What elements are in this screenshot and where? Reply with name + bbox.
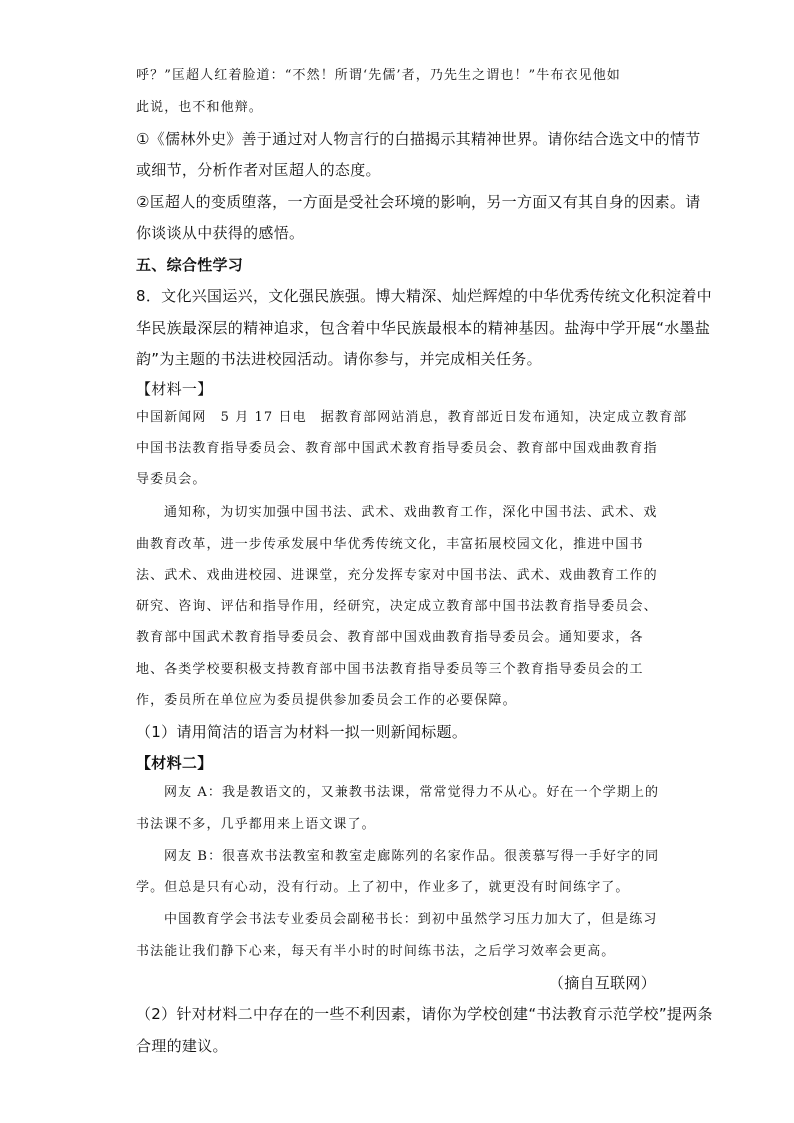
material-1-line: 教育部中国武术教育指导委员会、教育部中国戏曲教育指导委员会。通知要求，各 <box>136 630 644 645</box>
material-2-line: 学。但总是只有心动，没有行动。上了初中，作业多了，就更没有时间练字了。 <box>136 880 630 895</box>
material-2-source: （摘自互联网） <box>548 974 656 992</box>
question-8-line-1: 8．文化兴国运兴，文化强民族强。博大精深、灿烂辉煌的中华优秀传统文化积淀着中 <box>136 287 712 305</box>
material-2-label: 【材料二】 <box>136 754 213 772</box>
material-2-line: 网友 B：很喜欢书法教室和教室走廊陈列的名家作品。很羡慕写得一手好字的同 <box>164 849 660 864</box>
material-2-line: 网友 A：我是教语文的，又兼教书法课，常常觉得力不从心。好在一个学期上的 <box>164 785 660 800</box>
material-1-line: 中国书法教育指导委员会、教育部中国武术教育指导委员会、教育部中国戏曲教育指 <box>136 441 658 456</box>
material-1-line: 中国新闻网 5 月 17 日电 据教育部网站消息，教育部近日发布通知，决定成立教育部 <box>136 410 688 425</box>
task-2-line-2: 合理的建议。 <box>136 1037 228 1055</box>
material-2-line: 书法能让我们静下心来，每天有半小时的时间练书法，之后学习效率会更高。 <box>136 944 616 959</box>
material-2-line: 中国教育学会书法专业委员会副秘书长：到初中虽然学习压力加大了，但是练习 <box>164 912 658 927</box>
question-8-line-2: 华民族最深层的精神追求，包含着中华民族最根本的精神基因。盐海中学开展“水墨盐 <box>136 319 711 337</box>
question-1-line-2: 或细节，分析作者对匡超人的态度。 <box>136 161 381 179</box>
question-8-line-3: 韵”为主题的书法进校园活动。请你参与，并完成相关任务。 <box>136 350 542 368</box>
material-1-line: 法、武术、戏曲进校园、进课堂，充分发挥专家对中国书法、武术、戏曲教育工作的 <box>136 568 658 583</box>
task-2-line-1: （2）针对材料二中存在的一些不利因素，请你为学校创建“书法教育示范学校”提两条 <box>136 1005 713 1023</box>
question-2-line-2: 你谈谈从中获得的感悟。 <box>136 224 305 242</box>
material-1-label: 【材料一】 <box>136 380 213 398</box>
question-1-line-1: ①《儒林外史》善于通过对人物言行的白描揭示其精神世界。请你结合选文中的情节 <box>136 130 701 148</box>
material-1-line: 研究、咨询、评估和指导作用，经研究，决定成立教育部中国书法教育指导委员会、 <box>136 599 658 614</box>
material-1-line: 曲教育改革，进一步传承发展中华优秀传统文化，丰富拓展校园文化，推进中国书 <box>136 537 644 552</box>
section-heading: 五、综合性学习 <box>136 256 244 274</box>
passage-line-2: 此说，也不和他辩。 <box>136 100 263 115</box>
question-2-line-1: ②匡超人的变质堕落，一方面是受社会环境的影响，另一方面又有其自身的因素。请 <box>136 193 701 211</box>
passage-line-1: 呼？”匡超人红着脸道：“不然！所谓‘先儒’者，乃先生之谓也！”牛布衣见他如 <box>136 68 621 83</box>
material-2-line: 书法课不多，几乎都用来上语文课了。 <box>136 817 376 832</box>
material-1-line: 通知称，为切实加强中国书法、武术、戏曲教育工作，深化中国书法、武术、戏 <box>164 505 658 520</box>
task-1: （1）请用简洁的语言为材料一拟一则新闻标题。 <box>136 723 468 741</box>
material-1-line: 作，委员所在单位应为委员提供参加委员会工作的必要保障。 <box>136 693 517 708</box>
material-1-line: 导委员会。 <box>136 472 207 487</box>
material-1-line: 地、各类学校要积极支持教育部中国书法教育指导委员等三个教育指导委员会的工 <box>136 662 644 677</box>
